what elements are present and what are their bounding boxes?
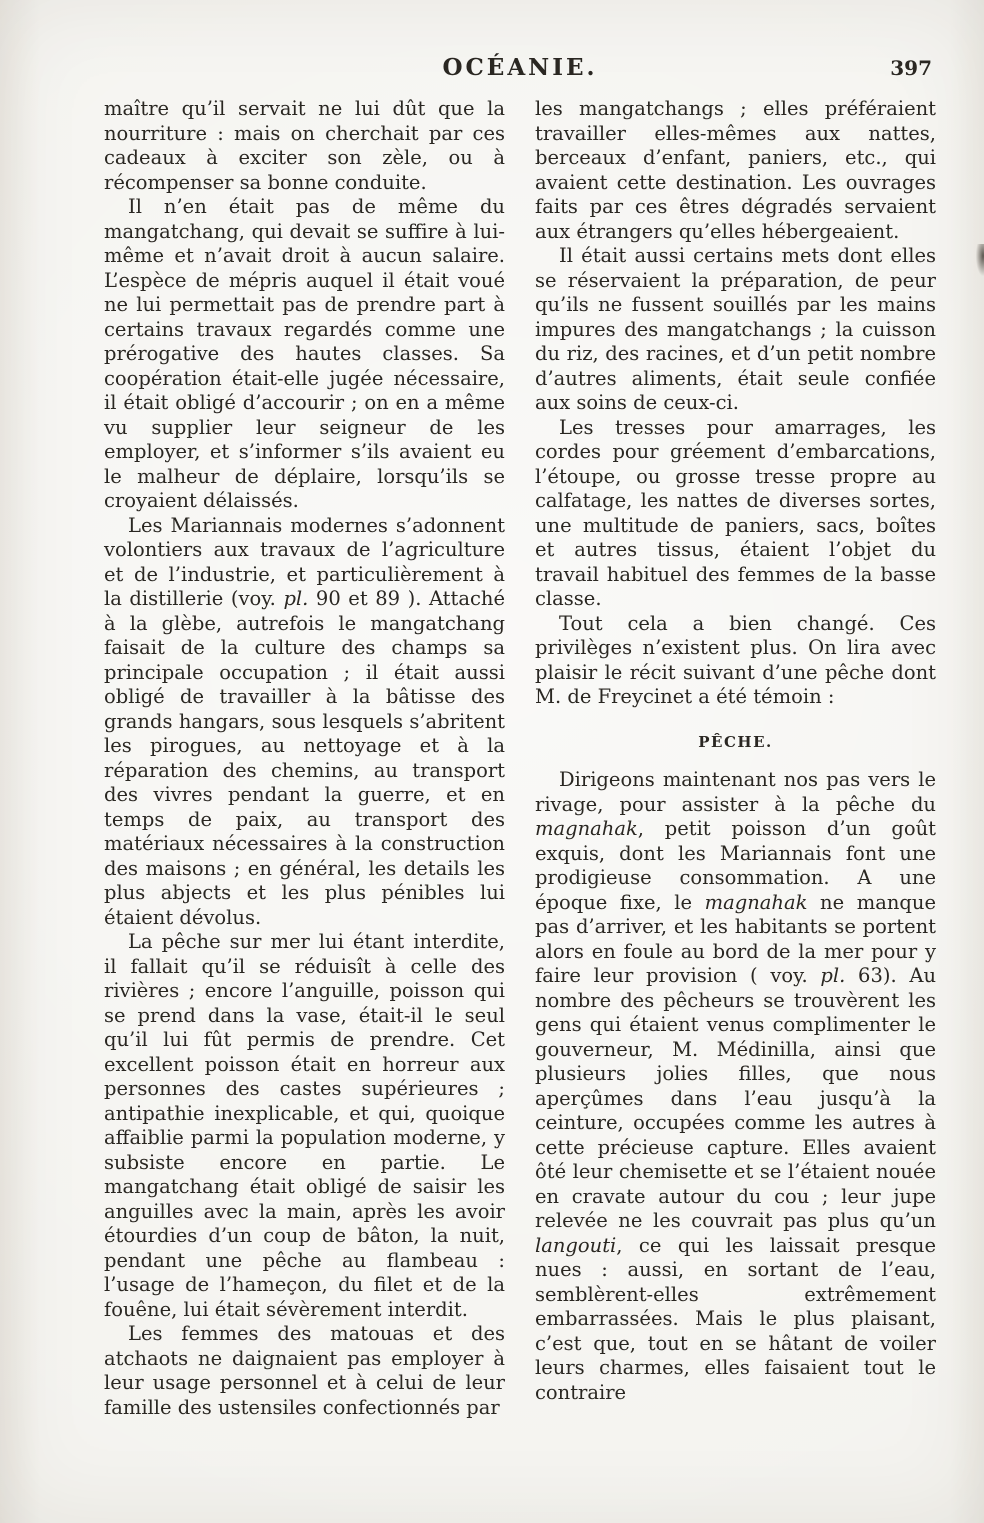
paragraph: Il n’en était pas de même du mangatchang, qui devait se suffire à lui-même et n’avait droit à aucun salaire. L’espèce de mépris auquel il était voué ne lui permettait pas de prendre part à certains travaux regardés comme une prérogative des hautes classes. Sa coopération était-elle jugée nécessaire, il était obligé d’accourir ; on en a même vu supplier leur seigneur de les employer, et s’informer s’ils avaient eu le malheur de déplaire, lorsqu’ils se croyaient délaissés.	[104, 195, 505, 512]
paragraph: Les Mariannais modernes s’adonnent volontiers aux travaux de l’agriculture et de l’industrie, et particulièrement à la distillerie (voy. pl. 90 et 89 ). Attaché à la glèbe, autrefois le mangatchang faisait de la culture des champs sa principale occupation ; il était aussi obligé de travailler à la bâtisse des grands hangars, sous lesquels s’abritent les pirogues, au nettoyage et à la réparation des chemins, au transport des vivres pendant la guerre, et en temps de paix, au transport des matériaux nécessaires à la construction des maisons ; en général, les details les plus abjects et les plus pénibles lui étaient dévolus.	[104, 513, 506, 929]
page-number: 397	[890, 56, 932, 80]
paragraph: Tout cela a bien changé. Ces privilèges n’existent plus. On lira avec plaisir le récit suivant d’une pêche dont M. de Freycinet a été témoin :	[535, 611, 936, 708]
paragraph: Les tresses pour amarrages, les cordes pour gréement d’embarcations, l’étoupe, ou grosse tresse propre au calfatage, les nattes de diverses sortes, une multitude de paniers, sacs, boîtes et autres tissus, étaient l’objet du travail habituel des femmes de la basse classe.	[535, 415, 936, 610]
text-column-right	[535, 97, 936, 1420]
text-column-left	[104, 97, 505, 1420]
page-content	[104, 97, 936, 1420]
paragraph: maître qu’il servait ne lui dût que la nourriture : mais on cherchait par ces cadeaux à exciter son zèle, ou à récompenser sa bonne conduite.	[104, 97, 505, 194]
ink-blot	[975, 244, 984, 278]
page-header	[104, 54, 936, 88]
section-heading: PÊCHE.	[698, 732, 773, 751]
paragraph: Les femmes des matouas et des atchaots ne daignaient pas employer à leur usage personnel et à celui de leur famille des ustensiles confectionnés par	[104, 1322, 505, 1419]
running-title: OCÉANIE.	[442, 54, 598, 81]
paragraph: Il était aussi certains mets dont elles se réservaient la préparation, de peur qu’ils ne fussent souillés par les mains impures des mangatchangs ; la cuisson du riz, des racines, et d’un petit nombre d’autres aliments, était seule confiée aux soins de ceux-ci.	[535, 244, 936, 414]
paragraph: La pêche sur mer lui étant interdite, il fallait qu’il se réduisît à celle des rivières ; encore l’anguille, poisson qui se prend dans la vase, était-il le seul qu’il lui fût permis de prendre. Cet excellent poisson était en horreur aux personnes des castes supérieures ; antipathie inexplicable, et qui, quoique affaiblie parmi la population moderne, y subsiste encore en partie. Le mangatchang était obligé de saisir les anguilles avec la main, après les avoir étourdies d’un coup de bâton, la nuit, pendant une pêche au flambeau : l’usage de l’hameçon, du filet et de la fouêne, lui était sévèrement interdit.	[104, 930, 505, 1321]
paragraph: les mangatchangs ; elles préféraient travailler elles-mêmes aux nattes, berceaux d’enfant, paniers, etc., qui avaient cette destination. Les ouvrages faits par ces êtres dégradés servaient aux étrangers qu’elles hébergeaient.	[535, 97, 936, 243]
paragraph: Dirigeons maintenant nos pas vers le rivage, pour assister à la pêche du magnahak, petit poisson d’un goût exquis, dont les Mariannais font une prodigieuse consommation. A une époque fixe, le magnahak ne manque pas d’arriver, et les habitants se portent alors en foule au bord de la mer pour y faire leur provision ( voy. pl. 63). Au nombre des pêcheurs se trouvèrent les gens qui étaient venus complimenter le gouverneur, M. Médinilla, ainsi que plusieurs jolies filles, que nous aperçûmes dans l’eau jusqu’à la ceinture, occupées comme les autres à cette précieuse capture. Elles avaient ôté leur chemisette et se l’étaient nouée en cravate autour du cou ; leur jupe relevée ne les couvrait pas plus qu’un langouti, ce qui les laissait presque nues : aussi, en sortant de l’eau, semblèrent-elles extrêmement embarrassées. Mais le plus plaisant, c’est que, tout en se hâtant de voiler leurs charmes, elles faisaient tout le contraire	[535, 768, 936, 1404]
